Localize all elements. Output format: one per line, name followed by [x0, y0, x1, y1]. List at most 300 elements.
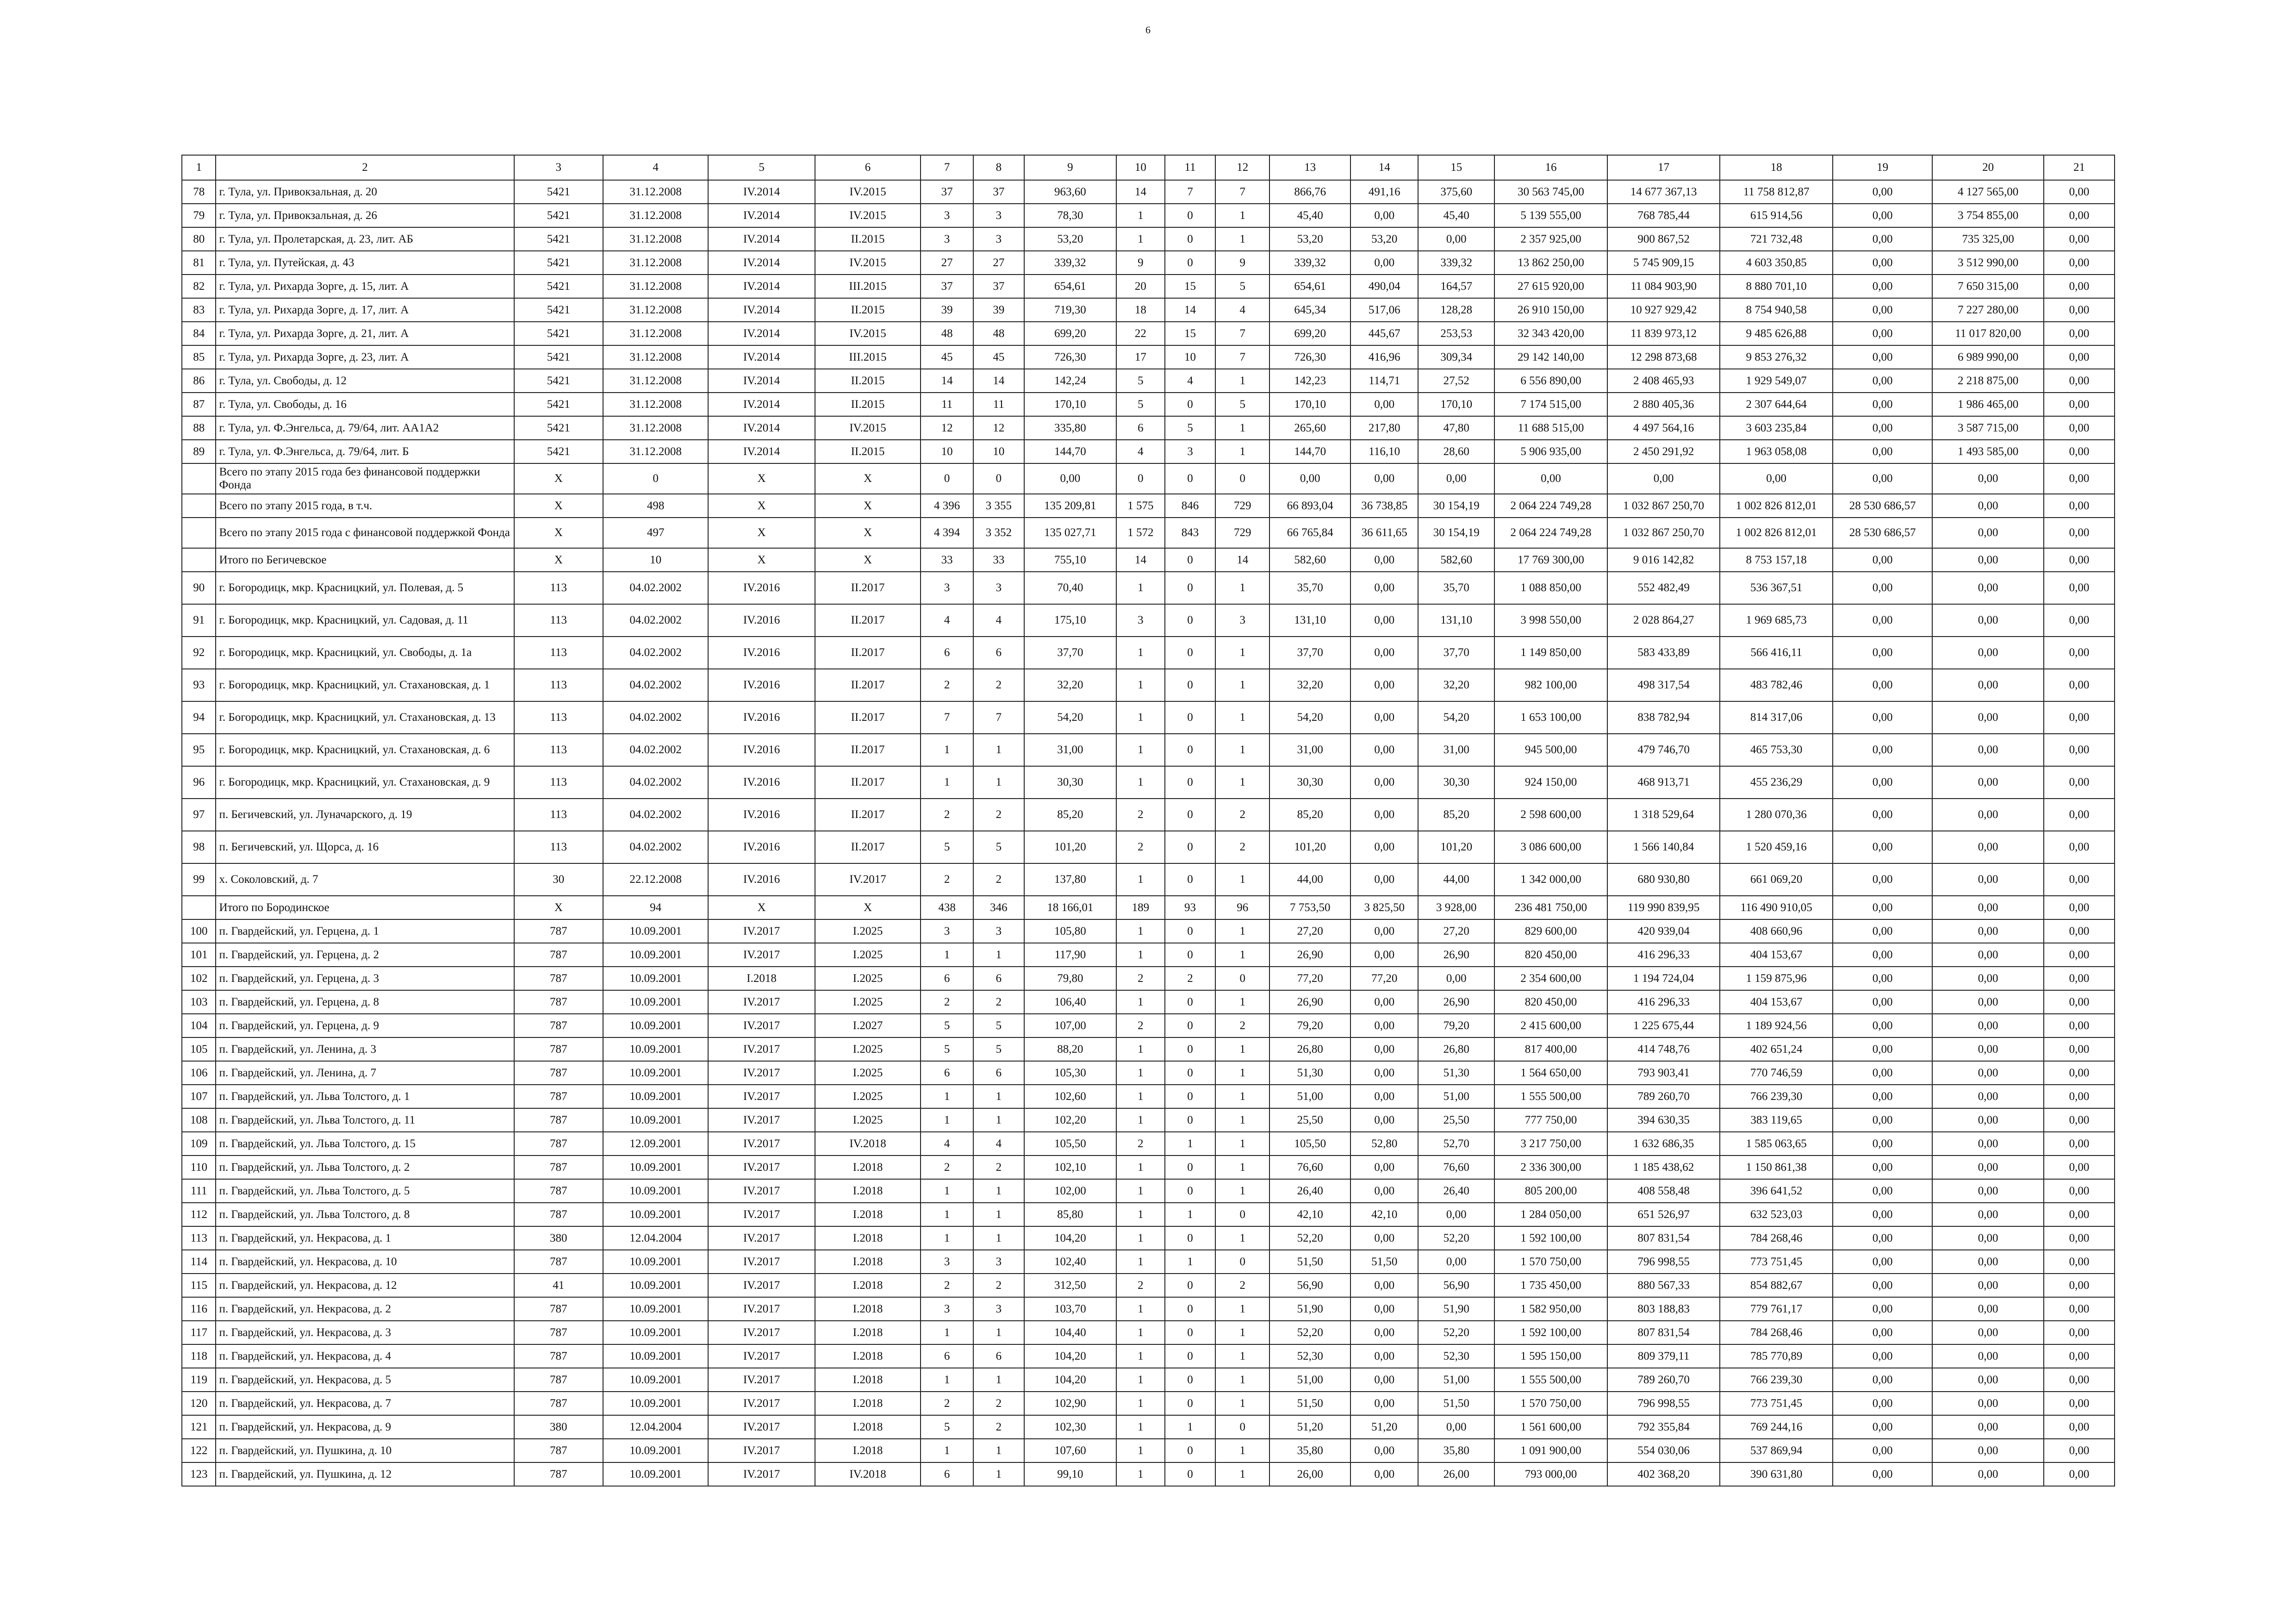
table-cell: 0,00: [2044, 548, 2115, 572]
table-cell: 0,00: [1932, 943, 2044, 967]
table-cell: 0,00: [1833, 967, 1932, 990]
header-cell: 7: [921, 155, 973, 180]
table-cell: IV.2018: [815, 1132, 921, 1156]
table-cell: IV.2015: [815, 204, 921, 227]
table-cell: 113: [514, 701, 603, 734]
table-cell: 2: [1116, 799, 1165, 831]
table-cell: I.2018: [815, 1203, 921, 1226]
table-cell: 33: [973, 548, 1024, 572]
table-cell: 0,00: [1350, 1321, 1418, 1344]
table-row: [182, 604, 2115, 637]
table-cell: 0,00: [2044, 1108, 2115, 1132]
table-cell: 2 307 644,64: [1720, 393, 1833, 416]
table-cell: 31.12.2008: [603, 322, 708, 345]
table-cell: I.2018: [815, 1226, 921, 1250]
address-cell: п. Гвардейский, ул. Ленина, д. 3: [216, 1037, 514, 1061]
table-cell: 77,20: [1350, 967, 1418, 990]
table-cell: 680 930,80: [1607, 863, 1720, 896]
table-cell: 1 555 500,00: [1494, 1085, 1607, 1108]
table-cell: 35,80: [1269, 1439, 1350, 1462]
table-row: [182, 1368, 2115, 1392]
table-cell: 490,04: [1350, 275, 1418, 298]
table-cell: 04.02.2002: [603, 701, 708, 734]
table-cell: 37: [973, 275, 1024, 298]
table-cell: 113: [514, 766, 603, 799]
table-cell: 0,00: [1350, 990, 1418, 1014]
table-cell: 803 188,83: [1607, 1297, 1720, 1321]
table-cell: 0,00: [1932, 1037, 2044, 1061]
table-cell: 31,00: [1269, 734, 1350, 766]
table-row: [182, 1439, 2115, 1462]
address-cell: п. Гвардейский, ул. Некрасова, д. 5: [216, 1368, 514, 1392]
table-cell: 0: [1165, 1014, 1216, 1037]
table-cell: 0,00: [1350, 1439, 1418, 1462]
table-cell: 787: [514, 1179, 603, 1203]
table-cell: IV.2014: [708, 204, 815, 227]
table-cell: 787: [514, 1156, 603, 1179]
table-row: [182, 393, 2115, 416]
address-cell: п. Бегичевский, ул. Луначарского, д. 19: [216, 799, 514, 831]
table-cell: 18 166,01: [1024, 896, 1116, 919]
table-row: [182, 766, 2115, 799]
table-cell: 7 753,50: [1269, 896, 1350, 919]
table-cell: IV.2014: [708, 440, 815, 463]
table-cell: 0,00: [1350, 204, 1418, 227]
table-cell: 1: [1116, 1203, 1165, 1226]
table-cell: 2: [921, 1392, 973, 1415]
table-cell: 963,60: [1024, 180, 1116, 204]
table-cell: 0,00: [2044, 180, 2115, 204]
table-cell: 30 154,19: [1418, 494, 1494, 518]
table-cell: 0,00: [1932, 637, 2044, 669]
table-cell: 787: [514, 1132, 603, 1156]
table-cell: 0,00: [1932, 1014, 2044, 1037]
table-cell: I.2018: [815, 1321, 921, 1344]
table-cell: 48: [921, 322, 973, 345]
address-cell: г. Тула, ул. Рихарда Зорге, д. 23, лит. А: [216, 345, 514, 369]
table-cell: X: [514, 896, 603, 919]
table-cell: 0,00: [1607, 463, 1720, 494]
table-cell: 0,00: [1932, 1274, 2044, 1297]
table-cell: 113: [514, 831, 603, 863]
table-cell: 408 660,96: [1720, 919, 1833, 943]
address-cell: п. Гвардейский, ул. Герцена, д. 2: [216, 943, 514, 967]
table-cell: 787: [514, 1061, 603, 1085]
table-cell: 805 200,00: [1494, 1179, 1607, 1203]
table-cell: 1: [1116, 943, 1165, 967]
table-cell: 0,00: [2044, 919, 2115, 943]
table-cell: 37,70: [1024, 637, 1116, 669]
table-cell: IV.2014: [708, 369, 815, 393]
table-cell: 35,80: [1418, 1439, 1494, 1462]
table-cell: 0,00: [2044, 1014, 2115, 1037]
table-cell: 0,00: [1350, 1108, 1418, 1132]
table-cell: 51,90: [1418, 1297, 1494, 1321]
table-cell: 217,80: [1350, 416, 1418, 440]
table-cell: 10.09.2001: [603, 1250, 708, 1274]
table-cell: 11 839 973,12: [1607, 322, 1720, 345]
table-cell: 491,16: [1350, 180, 1418, 204]
table-cell: 88: [182, 416, 216, 440]
table-cell: 339,32: [1024, 251, 1116, 275]
table-cell: 820 450,00: [1494, 943, 1607, 967]
table-row: [182, 416, 2115, 440]
table-cell: 0: [1165, 1321, 1216, 1344]
table-cell: IV.2017: [708, 1132, 815, 1156]
table-cell: 0,00: [1350, 548, 1418, 572]
table-cell: 135 209,81: [1024, 494, 1116, 518]
table-cell: 5421: [514, 180, 603, 204]
table-cell: 113: [514, 734, 603, 766]
table-cell: 766 239,30: [1720, 1368, 1833, 1392]
table-cell: 0,00: [1833, 1132, 1932, 1156]
table-row: [182, 863, 2115, 896]
table-cell: 1: [1215, 734, 1269, 766]
table-cell: 699,20: [1024, 322, 1116, 345]
table-row: [182, 967, 2115, 990]
table-cell: 1 986 465,00: [1932, 393, 2044, 416]
table-cell: 0,00: [1932, 669, 2044, 701]
table-cell: 0: [1165, 463, 1216, 494]
table-cell: 56,90: [1269, 1274, 1350, 1297]
table-cell: 04.02.2002: [603, 572, 708, 604]
table-cell: 0,00: [2044, 1321, 2115, 1344]
table-cell: 1: [1215, 863, 1269, 896]
table-cell: I.2018: [815, 1274, 921, 1297]
table-cell: 99: [182, 863, 216, 896]
table-cell: 796 998,55: [1607, 1392, 1720, 1415]
table-cell: 45: [973, 345, 1024, 369]
table-cell: 1 929 549,07: [1720, 369, 1833, 393]
table-cell: 0: [603, 463, 708, 494]
table-cell: 0,00: [1932, 831, 2044, 863]
table-cell: 30 563 745,00: [1494, 180, 1607, 204]
table-row: [182, 1321, 2115, 1344]
table-cell: 0,00: [2044, 863, 2115, 896]
header-cell: 17: [1607, 155, 1720, 180]
table-cell: 0,00: [1833, 548, 1932, 572]
table-cell: [182, 548, 216, 572]
table-cell: 0,00: [1833, 669, 1932, 701]
table-cell: 10.09.2001: [603, 1321, 708, 1344]
table-cell: 0,00: [1932, 548, 2044, 572]
table-cell: 1 225 675,44: [1607, 1014, 1720, 1037]
table-cell: 54,20: [1269, 701, 1350, 734]
table-cell: 14: [1215, 548, 1269, 572]
table-cell: I.2025: [815, 990, 921, 1014]
table-cell: 414 748,76: [1607, 1037, 1720, 1061]
header-cell: 16: [1494, 155, 1607, 180]
table-cell: 0,00: [1350, 1156, 1418, 1179]
table-cell: 335,80: [1024, 416, 1116, 440]
table-cell: 104,40: [1024, 1321, 1116, 1344]
table-cell: 1 969 685,73: [1720, 604, 1833, 637]
table-cell: 113: [182, 1226, 216, 1250]
table-cell: 54,20: [1418, 701, 1494, 734]
table-cell: 20: [1116, 275, 1165, 298]
table-cell: 120: [182, 1392, 216, 1415]
table-cell: 0: [1215, 1415, 1269, 1439]
table-cell: 3: [921, 227, 973, 251]
table-cell: 0,00: [1350, 1368, 1418, 1392]
table-cell: II.2017: [815, 766, 921, 799]
table-cell: 2: [973, 990, 1024, 1014]
table-cell: 135 027,71: [1024, 518, 1116, 548]
table-cell: 117,90: [1024, 943, 1116, 967]
table-cell: 0,00: [2044, 572, 2115, 604]
table-cell: 866,76: [1269, 180, 1350, 204]
table-cell: 3: [921, 1250, 973, 1274]
table-cell: 52,80: [1350, 1132, 1418, 1156]
table-cell: 0,00: [2044, 393, 2115, 416]
table-cell: 101,20: [1269, 831, 1350, 863]
table-cell: 0,00: [1833, 1156, 1932, 1179]
table-cell: 10: [1165, 345, 1216, 369]
table-row: [182, 572, 2115, 604]
table-cell: 820 450,00: [1494, 990, 1607, 1014]
table-cell: 1: [973, 1085, 1024, 1108]
address-cell: п. Гвардейский, ул. Герцена, д. 9: [216, 1014, 514, 1037]
table-cell: 0,00: [2044, 1392, 2115, 1415]
table-cell: 1 520 459,16: [1720, 831, 1833, 863]
table-cell: 4: [1116, 440, 1165, 463]
header-cell: 8: [973, 155, 1024, 180]
table-cell: 2 408 465,93: [1607, 369, 1720, 393]
table-cell: 52,30: [1269, 1344, 1350, 1368]
table-cell: 142,24: [1024, 369, 1116, 393]
table-cell: 787: [514, 1014, 603, 1037]
table-cell: 9 485 626,88: [1720, 322, 1833, 345]
table-cell: X: [514, 518, 603, 548]
table-cell: II.2017: [815, 637, 921, 669]
table-cell: 787: [514, 1462, 603, 1486]
address-cell: п. Гвардейский, ул. Некрасова, д. 7: [216, 1392, 514, 1415]
table-cell: 0,00: [1932, 734, 2044, 766]
table-cell: 339,32: [1418, 251, 1494, 275]
table-cell: 846: [1165, 494, 1216, 518]
table-cell: 52,30: [1418, 1344, 1494, 1368]
table-cell: II.2017: [815, 604, 921, 637]
table-cell: 1: [1116, 227, 1165, 251]
table-cell: II.2017: [815, 831, 921, 863]
table-cell: 404 153,67: [1720, 990, 1833, 1014]
table-cell: 537 869,94: [1720, 1439, 1833, 1462]
table-cell: 51,20: [1269, 1415, 1350, 1439]
table-cell: 100: [182, 919, 216, 943]
table-cell: 144,70: [1024, 440, 1116, 463]
table-cell: 90: [182, 572, 216, 604]
table-cell: 0,00: [2044, 1085, 2115, 1108]
table-cell: IV.2017: [708, 1108, 815, 1132]
table-cell: 94: [603, 896, 708, 919]
table-cell: 144,70: [1269, 440, 1350, 463]
table-row: [182, 369, 2115, 393]
table-cell: 101,20: [1024, 831, 1116, 863]
address-cell: Всего по этапу 2015 года с финансовой поддержкой Фонда: [216, 518, 514, 548]
table-cell: 88,20: [1024, 1037, 1116, 1061]
table-cell: 0,00: [1833, 896, 1932, 919]
table-cell: 552 482,49: [1607, 572, 1720, 604]
table-cell: 1: [1215, 1132, 1269, 1156]
table-cell: 784 268,46: [1720, 1226, 1833, 1250]
table-cell: 116,10: [1350, 440, 1418, 463]
table-cell: 0,00: [1833, 1108, 1932, 1132]
header-cell: 10: [1116, 155, 1165, 180]
table-cell: 5: [921, 1037, 973, 1061]
table-cell: 30,30: [1269, 766, 1350, 799]
table-cell: 1: [973, 734, 1024, 766]
table-cell: 11: [973, 393, 1024, 416]
table-cell: 31.12.2008: [603, 298, 708, 322]
table-cell: IV.2017: [708, 919, 815, 943]
table-cell: 7 650 315,00: [1932, 275, 2044, 298]
table-cell: IV.2017: [708, 1250, 815, 1274]
table-cell: 416,96: [1350, 345, 1418, 369]
table-row: [182, 1061, 2115, 1085]
table-cell: I.2018: [815, 1297, 921, 1321]
table-cell: [182, 896, 216, 919]
address-cell: г. Богородицк, мкр. Красницкий, ул. Стахановская, д. 6: [216, 734, 514, 766]
table-cell: 39: [973, 298, 1024, 322]
table-cell: 0,00: [1833, 919, 1932, 943]
table-cell: 0,00: [1932, 604, 2044, 637]
table-cell: 107,00: [1024, 1014, 1116, 1037]
table-cell: 5421: [514, 275, 603, 298]
table-cell: I.2025: [815, 943, 921, 967]
table-cell: 76,60: [1418, 1156, 1494, 1179]
table-cell: 42,10: [1350, 1203, 1418, 1226]
table-cell: 52,20: [1269, 1226, 1350, 1250]
table-cell: 0,00: [2044, 1368, 2115, 1392]
table-cell: 79,80: [1024, 967, 1116, 990]
table-cell: 0,00: [1833, 1344, 1932, 1368]
table-cell: 0,00: [1350, 251, 1418, 275]
table-cell: 0: [1165, 1108, 1216, 1132]
table-cell: 1 561 600,00: [1494, 1415, 1607, 1439]
table-cell: 4 396: [921, 494, 973, 518]
table-cell: 116: [182, 1297, 216, 1321]
table-cell: 0,00: [1418, 1203, 1494, 1226]
table-cell: 0: [1165, 604, 1216, 637]
table-row: [182, 1344, 2115, 1368]
table-cell: 3: [1165, 440, 1216, 463]
table-row: [182, 322, 2115, 345]
header-cell: 4: [603, 155, 708, 180]
table-cell: 3: [921, 204, 973, 227]
table-cell: 122: [182, 1439, 216, 1462]
table-cell: 8 754 940,58: [1720, 298, 1833, 322]
table-cell: 1 585 063,65: [1720, 1132, 1833, 1156]
table-cell: 1: [973, 1108, 1024, 1132]
table-cell: 10.09.2001: [603, 1392, 708, 1415]
table-cell: 6: [1116, 416, 1165, 440]
table-cell: 0,00: [1024, 463, 1116, 494]
table-row: [182, 204, 2115, 227]
header-cell: 19: [1833, 155, 1932, 180]
table-cell: 30 154,19: [1418, 518, 1494, 548]
table-cell: 10.09.2001: [603, 1274, 708, 1297]
table-cell: 3: [921, 1297, 973, 1321]
table-cell: II.2017: [815, 799, 921, 831]
table-cell: 1: [1116, 1061, 1165, 1085]
table-cell: 0,00: [2044, 766, 2115, 799]
table-cell: 1: [1215, 1439, 1269, 1462]
table-cell: 0,00: [1932, 1368, 2044, 1392]
table-cell: 1: [1116, 1037, 1165, 1061]
table-cell: I.2025: [815, 1108, 921, 1132]
table-cell: 0,00: [1833, 943, 1932, 967]
table-cell: 394 630,35: [1607, 1108, 1720, 1132]
table-cell: 0,00: [1932, 1203, 2044, 1226]
table-cell: 3 355: [973, 494, 1024, 518]
table-cell: X: [708, 463, 815, 494]
table-cell: 28 530 686,57: [1833, 494, 1932, 518]
table-cell: 0: [1215, 1250, 1269, 1274]
table-cell: 5: [921, 1014, 973, 1037]
table-cell: 5421: [514, 440, 603, 463]
table-cell: 0,00: [2044, 701, 2115, 734]
table-cell: 3: [973, 919, 1024, 943]
table-cell: 131,10: [1418, 604, 1494, 637]
table-row: [182, 251, 2115, 275]
table-cell: 25,50: [1418, 1108, 1494, 1132]
table-cell: 0,00: [1833, 180, 1932, 204]
table-cell: 2: [1116, 1014, 1165, 1037]
table-cell: 0,00: [2044, 831, 2115, 863]
table-cell: 10.09.2001: [603, 1368, 708, 1392]
table-cell: X: [514, 494, 603, 518]
table-cell: 0,00: [1932, 1132, 2044, 1156]
table-cell: 0,00: [1350, 669, 1418, 701]
table-cell: 479 746,70: [1607, 734, 1720, 766]
summary-row: [182, 463, 2115, 494]
table-cell: 0: [1165, 227, 1216, 251]
table-cell: 119 990 839,95: [1607, 896, 1720, 919]
address-cell: г. Богородицк, мкр. Красницкий, ул. Садовая, д. 11: [216, 604, 514, 637]
table-cell: 51,00: [1418, 1368, 1494, 1392]
table-cell: I.2018: [815, 1250, 921, 1274]
table-cell: 85,20: [1269, 799, 1350, 831]
table-cell: 1 159 875,96: [1720, 967, 1833, 990]
address-cell: Итого по Бородинское: [216, 896, 514, 919]
table-cell: I.2018: [815, 1179, 921, 1203]
table-body: [182, 155, 2115, 1486]
address-cell: п. Гвардейский, ул. Льва Толстого, д. 2: [216, 1156, 514, 1179]
table-row: [182, 440, 2115, 463]
table-cell: 554 030,06: [1607, 1439, 1720, 1462]
table-cell: 0,00: [1833, 604, 1932, 637]
table-cell: 131,10: [1269, 604, 1350, 637]
address-cell: г. Богородицк, мкр. Красницкий, ул. Стахановская, д. 1: [216, 669, 514, 701]
table-cell: 0: [1165, 1156, 1216, 1179]
table-cell: 04.02.2002: [603, 734, 708, 766]
table-cell: 12 298 873,68: [1607, 345, 1720, 369]
header-cell: 15: [1418, 155, 1494, 180]
table-cell: 35,70: [1418, 572, 1494, 604]
table-cell: 31.12.2008: [603, 275, 708, 298]
table-cell: 924 150,00: [1494, 766, 1607, 799]
table-cell: 0: [1116, 463, 1165, 494]
table-cell: 1: [1116, 863, 1165, 896]
table-cell: 12: [921, 416, 973, 440]
table-cell: 0,00: [2044, 637, 2115, 669]
table-cell: 0: [1165, 1297, 1216, 1321]
table-cell: 0,00: [2044, 967, 2115, 990]
table-cell: 5421: [514, 393, 603, 416]
table-cell: 31.12.2008: [603, 251, 708, 275]
table-cell: 6: [973, 967, 1024, 990]
table-cell: 0,00: [1932, 863, 2044, 896]
